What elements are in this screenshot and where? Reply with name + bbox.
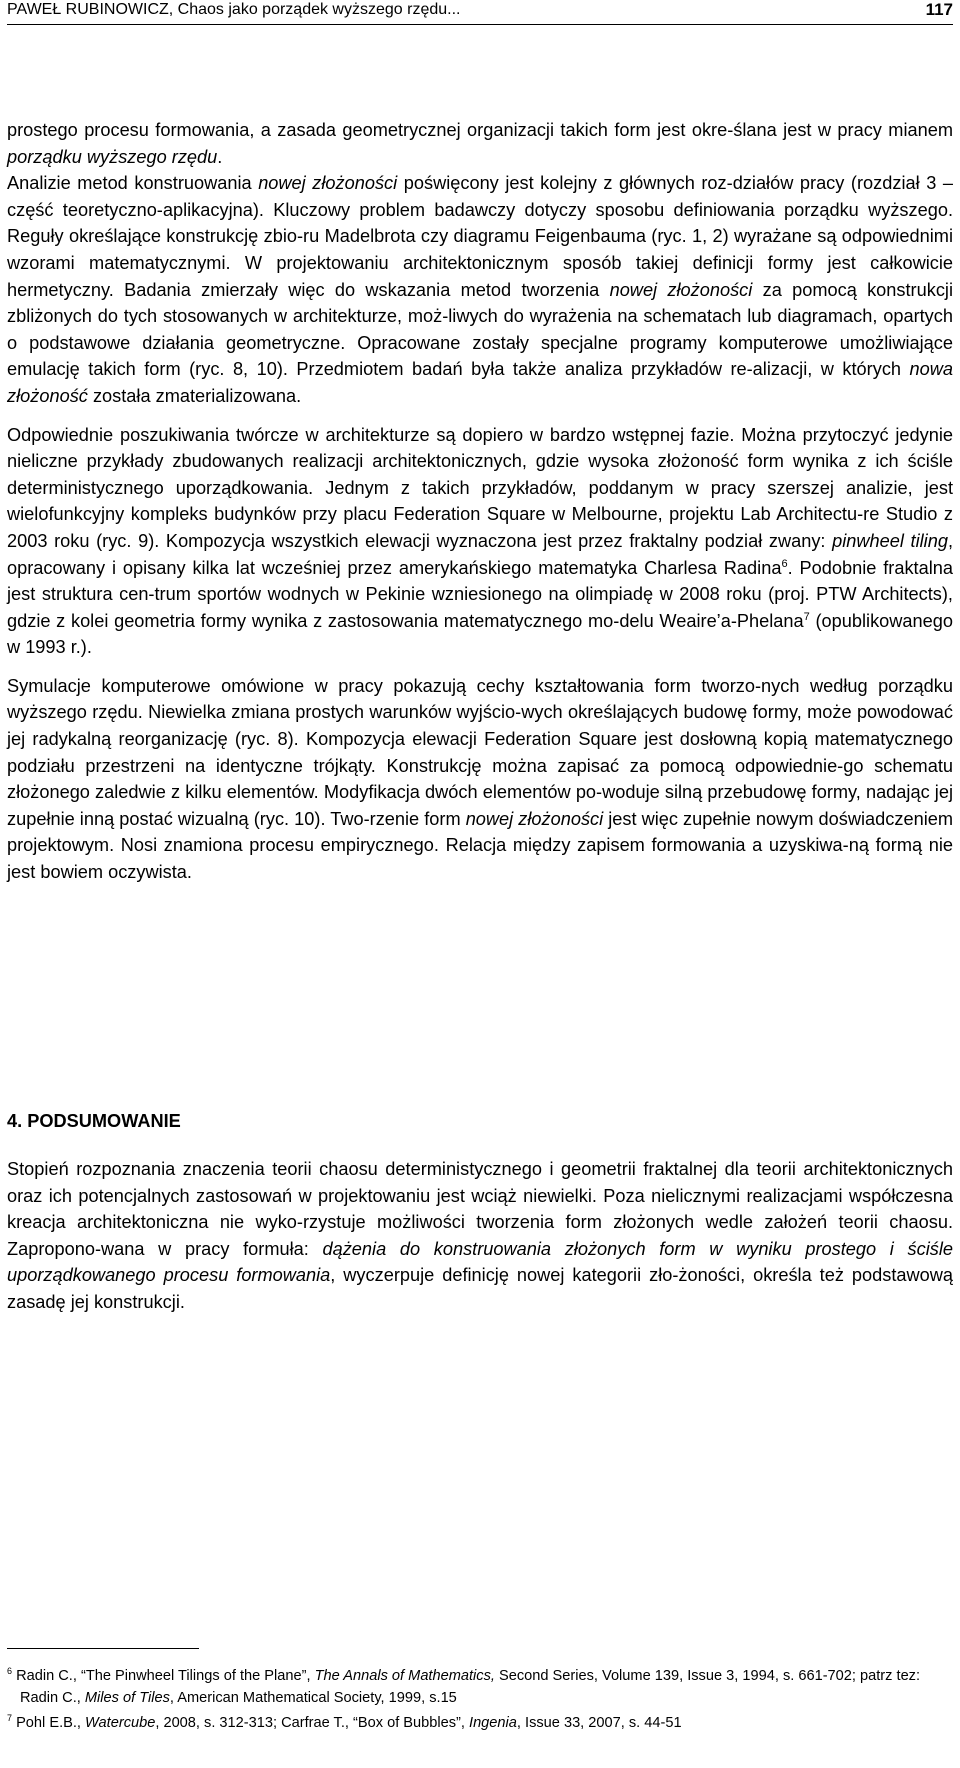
text-run: . Podobnie fraktalna jest struktura cen-trum sportów wodnych w Pekinie wzniesionego na olimpiadę w 2008 roku (proj. PTW Architects), gdzie z kolei geometria formy wynika z zastosowania matematycznego mo-delu Weaire’a-Phelana bbox=[7, 557, 953, 631]
text-run: Symulacje komputerowe omówione w pracy pokazują cechy kształtowania form tworzo-nych według porządku wyższego rzędu. Niewielka zmiana prostych warunków wyjścio-wych określających budowę formy, może powodować jej radykalną reorganizację (ryc. 8). Kompozycja elewacji Federation Square jest dosłowną kopią matematycznego podziału przestrzeni na identyczne trójkąty. Konstrukcję można zapisać za pomocą odpowiednie-go schematu złożonego zaledwie z kilku elementów. Modyfikacja dwóch elementów po-woduje silną przebudowę formy, nadając jej zupełnie inną postać wizualną (ryc. 10). Two-rzenie form bbox=[7, 675, 953, 829]
text-run: , American Mathematical Society, 1999, s.15 bbox=[169, 1690, 457, 1706]
text-run: Radin C., “The Pinwheel Tilings of the Plane”, bbox=[16, 1668, 315, 1684]
italic-term: dążenia do konstruowania złożonych form w wyniku prostego i ściśle uporządkowanego procesu formowania bbox=[7, 1238, 953, 1286]
running-title: PAWEŁ RUBINOWICZ, Chaos jako porządek wyższego rzędu... bbox=[7, 1, 461, 18]
text-run: Odpowiednie poszukiwania twórcze w architekturze są dopiero w bardzo wstępnej fazie. Można przytoczyć jedynie nieliczne przykłady zbudowanych realizacji architektonicznych, gdzie wysoka złożoność form wynika z ich ściśle deterministycznego uporządkowania. Jednym z takich przykładów, poddanym w pracy szerszej analizie, jest wielofunkcyjny kompleks budynków przy placu Federation Square w Melbourne, projektu Lab Architectu-re Studio z 2003 roku (ryc. 9). Kompozycja wszystkich elewacji wyznaczona jest przez fraktalny podział zwany: bbox=[7, 424, 953, 551]
italic-term: pinwheel tiling bbox=[832, 530, 948, 551]
footnote-ref-7[interactable]: 7 bbox=[803, 610, 810, 623]
text-run: (opublikowanego w 1993 r.). bbox=[7, 610, 953, 658]
text-run: , opracowany i opisany kilka lat wcześniej przez amerykańskiego matematyka Charlesa Radina bbox=[7, 530, 953, 578]
italic-term: nowej złożoności bbox=[609, 279, 753, 300]
footnote-number: 6 bbox=[7, 1666, 13, 1676]
italic-title: Watercube bbox=[85, 1715, 156, 1731]
text-run: Analizie metod konstruowania bbox=[7, 173, 259, 194]
text-run: prostego procesu formowania, a zasada geometrycznej organizacji takich form jest okre-ślana jest w pracy mianem bbox=[7, 120, 953, 140]
text-run: , wyczerpuje definicję nowej kategorii zło-żoności, określa też podstawową zasadę jej konstrukcji. bbox=[7, 1265, 953, 1312]
italic-term: nowej złożoności bbox=[465, 808, 604, 829]
text-run: poświęcony jest kolejny z głównych roz-działów pracy (rozdział 3 – część teoretyczno-aplikacyjna). Kluczowy problem badawczy dotyczy sposobu definiowania porządku wyższego. Reguły określające konstrukcję zbio-ru Madelbrota czy diagramu Feigenbauma (ryc. 1, 2) wyrażane są odpowiednimi wzorami matematycznymi. W projektowaniu architektonicznym sposób takiej definicji formy jest całkowicie hermetyczny. Badania zmierzały więc do wskazania metod tworzenia bbox=[7, 173, 953, 300]
paragraph-5 bbox=[7, 1156, 953, 1316]
text-run: Stopień rozpoznania znaczenia teorii chaosu deterministycznego i geometrii fraktalnej dla teorii architektonicznych oraz ich potencjalnych zastosowań w projektowaniu jest wciąż niewielki. Poza nielicznymi realizacjami współczesna kreacja architektoniczna nie wyko-rzystuje możliwości tworzenia form złożonych wedle założeń teorii chaosu. Zapropono-wana w pracy formuła: bbox=[7, 1159, 953, 1259]
italic-term: porządku wyższego rzędu bbox=[7, 146, 218, 167]
footnote-7 bbox=[7, 1712, 953, 1734]
text-run: jest więc zupełnie nowym doświadczeniem projektowym. Nosi znamiona procesu empirycznego. Relacja między zapisem formowania a uzyskiwa-ną formą nie jest bowiem oczywista. bbox=[7, 808, 953, 883]
footnote-ref-6[interactable]: 6 bbox=[781, 557, 788, 570]
text-run: za pomocą konstrukcji zbliżonych do tych stosowanych w architekturze, moż-liwych do wyrażenia na schematach lub diagramach, opartych o podstawowe działania geometryczne. Opracowane zostały specjalne programy komputerowe umożliwiające emulację takich form (ryc. 8, 10). Przedmiotem badań była także analiza przykładów re-alizacji, w których bbox=[7, 279, 954, 380]
page-number: 117 bbox=[925, 0, 953, 19]
italic-term: nowa złożoność bbox=[7, 359, 953, 406]
summary-text bbox=[7, 1156, 953, 1316]
paragraph-1 bbox=[7, 117, 953, 170]
italic-title: Miles of Tiles bbox=[84, 1690, 170, 1706]
italic-title: Ingenia bbox=[469, 1715, 517, 1731]
text-run: , 2008, s. 312-313; Carfrae T., “Box of Bubbles”, bbox=[155, 1715, 470, 1731]
text-run: . bbox=[217, 146, 223, 167]
text-run: Pohl E.B., bbox=[16, 1715, 86, 1731]
text-run: Second Series, Volume 139, Issue 3, 1994, s. 661-702; patrz tez: Radin C., bbox=[20, 1668, 921, 1706]
section-heading: 4. PODSUMOWANIE bbox=[7, 1111, 181, 1131]
body-text bbox=[7, 117, 953, 898]
footnote-6 bbox=[7, 1665, 953, 1709]
paragraph-4 bbox=[7, 673, 953, 886]
italic-term: nowej złożoności bbox=[258, 173, 398, 194]
footnotes bbox=[7, 1665, 953, 1737]
footnote-separator bbox=[7, 1648, 199, 1649]
italic-title: The Annals of Mathematics, bbox=[314, 1668, 495, 1684]
footnote-number: 7 bbox=[7, 1713, 13, 1723]
text-run: została zmaterializowana. bbox=[87, 385, 302, 406]
running-header bbox=[7, 0, 953, 25]
text-run: , Issue 33, 2007, s. 44-51 bbox=[516, 1715, 682, 1731]
paragraph-3 bbox=[7, 422, 953, 661]
paragraph-2 bbox=[7, 170, 953, 409]
